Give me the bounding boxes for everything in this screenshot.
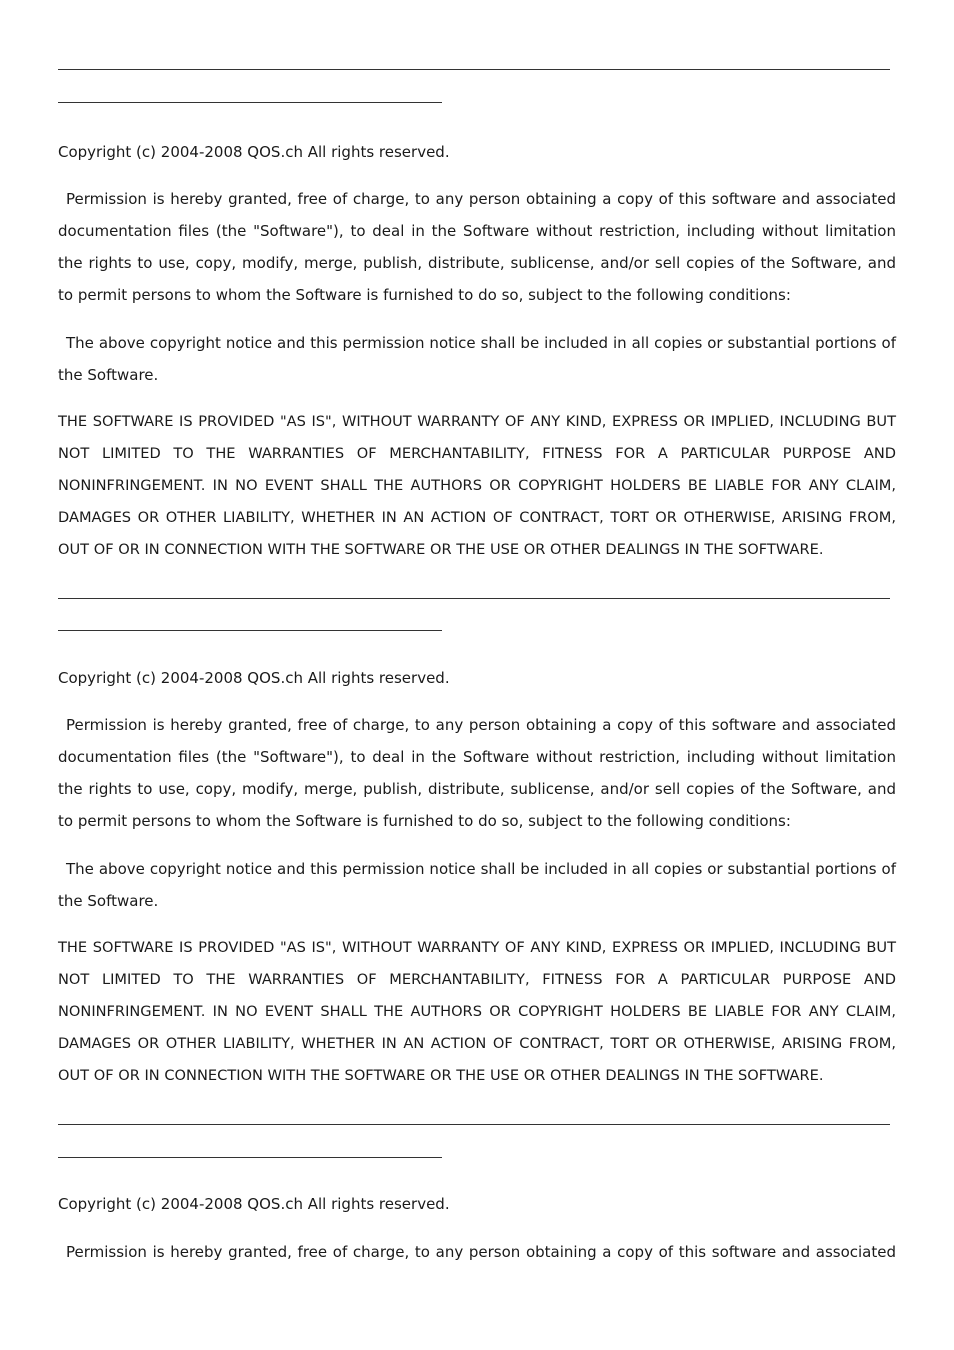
copyright-line: Copyright (c) 2004-2008 QOS.ch All rights reserved. [58, 669, 450, 687]
warranty-disclaimer: THE SOFTWARE IS PROVIDED "AS IS", WITHOUT WARRANTY OF ANY KIND, EXPRESS OR IMPLIED, INCLUDING BUT NOT LIMITED TO THE WARRANTIES OF MERCHANTABILITY, FITNESS FOR A PARTICULAR PURPOSE AND NONINFRINGEMENT. IN NO EVENT SHALL THE AUTHORS OR COPYRIGHT HOLDERS BE LIABLE FOR ANY CLAIM, DAMAGES OR OTHER LIABILITY, WHETHER IN AN ACTION OF CONTRACT, TORT OR OTHERWISE, ARISING FROM, OUT OF OR IN CONNECTION WITH THE SOFTWARE OR THE USE OR OTHER DEALINGS IN THE SOFTWARE. [58, 413, 896, 558]
separator-line-short [58, 630, 442, 631]
notice-paragraph: The above copyright notice and this permission notice shall be included in all copies or substantial portions of the Software. [58, 860, 896, 910]
notice-paragraph: The above copyright notice and this permission notice shall be included in all copies or substantial portions of the Software. [58, 334, 896, 384]
separator-line-long [58, 69, 890, 70]
separator-line-short [58, 1157, 442, 1158]
separator-line-long [58, 1124, 890, 1125]
permission-paragraph: Permission is hereby granted, free of charge, to any person obtaining a copy of this software and associated documentation files (the "Software"), to deal in the Software without restriction, including without limitation the rights to use, copy, modify, merge, publish, distribute, sublicense, and/or sell copies of the Software, and to permit persons to whom the Software is furnished to do so, subject to the following conditions: [58, 716, 896, 830]
permission-paragraph: Permission is hereby granted, free of charge, to any person obtaining a copy of this software and associated [66, 1243, 896, 1261]
copyright-line: Copyright (c) 2004-2008 QOS.ch All rights reserved. [58, 143, 450, 161]
copyright-line: Copyright (c) 2004-2008 QOS.ch All rights reserved. [58, 1195, 450, 1213]
separator-line-long [58, 598, 890, 599]
warranty-disclaimer: THE SOFTWARE IS PROVIDED "AS IS", WITHOUT WARRANTY OF ANY KIND, EXPRESS OR IMPLIED, INCLUDING BUT NOT LIMITED TO THE WARRANTIES OF MERCHANTABILITY, FITNESS FOR A PARTICULAR PURPOSE AND NONINFRINGEMENT. IN NO EVENT SHALL THE AUTHORS OR COPYRIGHT HOLDERS BE LIABLE FOR ANY CLAIM, DAMAGES OR OTHER LIABILITY, WHETHER IN AN ACTION OF CONTRACT, TORT OR OTHERWISE, ARISING FROM, OUT OF OR IN CONNECTION WITH THE SOFTWARE OR THE USE OR OTHER DEALINGS IN THE SOFTWARE. [58, 939, 896, 1084]
separator-line-short [58, 102, 442, 103]
permission-paragraph: Permission is hereby granted, free of charge, to any person obtaining a copy of this software and associated documentation files (the "Software"), to deal in the Software without restriction, including without limitation the rights to use, copy, modify, merge, publish, distribute, sublicense, and/or sell copies of the Software, and to permit persons to whom the Software is furnished to do so, subject to the following conditions: [58, 190, 896, 304]
